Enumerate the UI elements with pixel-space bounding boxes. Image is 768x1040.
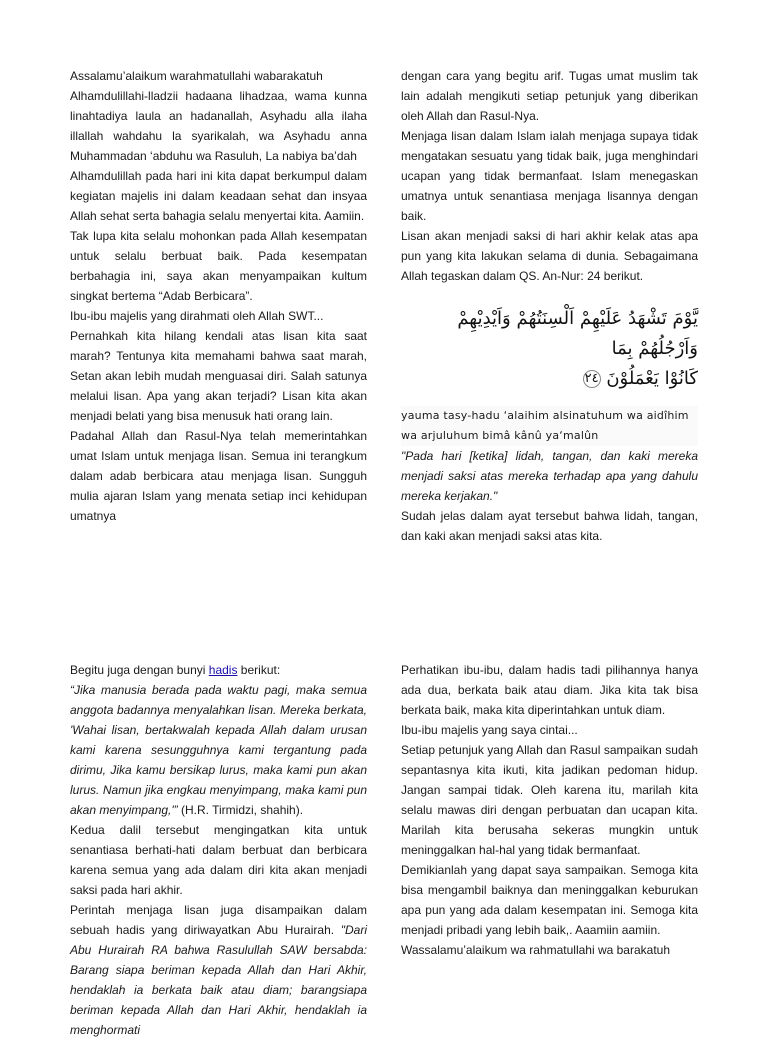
- abu-hurairah-intro: Perintah menjaga lisan juga disampaikan dalam sebuah hadis yang diriwayatkan Abu Hurairah.: [70, 903, 367, 937]
- paragraph-two-proofs: Kedua dalil tersebut mengingatkan kita untuk senantiasa berhati-hati dalam berbuat dan berbicara karena semua yang ada dalam diri kita akan menjadi saksi pada hari akhir.: [70, 823, 367, 897]
- column-top-right: [401, 66, 698, 546]
- paragraph-continuation: dengan cara yang begitu arif. Tugas umat muslim tak lain adalah mengikuti setiap petunjuk yang diberikan oleh Allah dan Rasul-Nya.: [401, 69, 698, 123]
- paragraph-gathering: Alhamdulillah pada hari ini kita dapat berkumpul dalam kegiatan majelis ini dalam keadaan sehat dan insyaa Allah sehat serta bahagia selalu menyertai kita. Aamiin.: [70, 169, 367, 223]
- paragraph-guidance: Setiap petunjuk yang Allah dan Rasul sampaikan sudah sepantasnya kita ikuti, kita jadikan pedoman hidup. Jangan sampai tidak. Oleh karena itu, marilah kita selalu mawas diri dengan perbuatan dan ucapan kita. Marilah kita berusaha sekeras mungkin untuk meninggalkan hal-hal yang tidak bermanfaat.: [401, 743, 698, 857]
- hadith-intro-after: berikut:: [237, 663, 281, 677]
- ayah-number-icon: ٢٤: [583, 370, 601, 388]
- paragraph-witness: Lisan akan menjadi saksi di hari akhir kelak atas apa pun yang kita lakukan selama di dunia. Sebagaimana Allah tegaskan dalam QS. An-Nur: 24 berikut.: [401, 229, 698, 283]
- arabic-verse: [401, 304, 698, 394]
- paragraph-anger: Pernahkah kita hilang kendali atas lisan kita saat marah? Tentunya kita memahami bahwa saat marah, Setan akan lebih mudah menguasai diri. Salah satunya melalui lisan. Apa yang akan terjadi? Lisan kita akan menjadi belati yang bisa menusuk hati orang lain.: [70, 329, 367, 423]
- paragraph-address: Ibu-ibu majelis yang dirahmati oleh Allah SWT...: [70, 309, 324, 323]
- paragraph-conclusion-verse: Sudah jelas dalam ayat tersebut bahwa lidah, tangan, dan kaki akan menjadi saksi atas kita.: [401, 509, 698, 543]
- paragraph-two-choices: Perhatikan ibu-ibu, dalam hadis tadi pilihannya hanya ada dua, berkata baik atau diam. Jika kita tak bisa berkata baik, maka kita diperintahkan untuk diam.: [401, 663, 698, 717]
- greeting-closing: Wassalamu’alaikum wa rahmatullahi wa barakatuh: [401, 943, 671, 957]
- paragraph-guarding-tongue: Menjaga lisan dalam Islam ialah menjaga supaya tidak mengatakan sesuatu yang tidak baik, juga menghindari ucapan yang tidak bermanfaat. Islam menegaskan umatnya untuk senantiasa menjaga lisannya dengan baik.: [401, 129, 698, 223]
- hadith-source: (H.R. Tirmidzi, shahih).: [177, 803, 304, 817]
- column-bottom-left: [70, 660, 367, 1040]
- arabic-verse-line-2: [401, 364, 698, 394]
- verse-transliteration: yauma tasy-hadu ‘alaihim alsinatuhum wa aidîhim wa arjuluhum bimâ kânû ya‘malûn: [401, 406, 698, 446]
- hadith-intro-before: Begitu juga dengan bunyi: [70, 663, 209, 677]
- greeting-opening: Assalamu’alaikum warahmatullahi wabarakatuh: [70, 69, 323, 83]
- paragraph-command: Padahal Allah dan Rasul-Nya telah memerintahkan umat Islam untuk menjaga lisan. Semua ini terangkum dalam adab berbicara atau menjaga lisan. Sungguh mulia ajaran Islam yang menata setiap inci kehidupan umatnya: [70, 429, 367, 523]
- hadith-quote-text: “Jika manusia berada pada waktu pagi, maka semua anggota badannya menyalahkan lisan. Mereka berkata, 'Wahai lisan, bertakwalah kepada Allah dalam urusan kami karena sesungguhnya kami tergantung pada dirimu, Jika kamu bersikap lurus, maka kami pun akan lurus. Namun jika engkau menyimpang, maka kami pun akan menyimpang,'”: [70, 683, 367, 817]
- paragraph-abu-hurairah: [70, 900, 367, 1040]
- column-top-left: [70, 66, 367, 526]
- paragraph-hadith-intro: [70, 660, 367, 680]
- paragraph-praise: Alhamdulillahi-lladzii hadaana lihadzaa, wama kunna linahtadiya laula an hadanallah, Asyhadu alla ilaha illallah wahdahu la syarikalah, wa Asyhadu anna Muhammadan ‘abduhu wa Rasuluh, La nabiya ba’dah: [70, 89, 367, 163]
- paragraph-closing: Demikianlah yang dapat saya sampaikan. Semoga kita bisa mengambil baiknya dan meninggalkan keburukan apa pun yang ada dalam kesempatan ini. Semoga kita menjadi pribadi yang lebih baik,. Aaamiin aamiin.: [401, 863, 698, 937]
- paragraph-theme: Tak lupa kita selalu mohonkan pada Allah kesempatan untuk selalu berbuat baik. Pada kesempatan berbahagia ini, saya akan menyampaikan kultum singkat bertema “Adab Berbicara”.: [70, 229, 367, 303]
- arabic-verse-line-1: يَّوْمَ تَشْهَدُ عَلَيْهِمْ اَلْسِنَتُهُمْ وَاَيْدِيْهِمْ وَاَرْجُلُهُمْ بِمَا: [457, 308, 698, 359]
- paragraph-address-2: Ibu-ibu majelis yang saya cintai...: [401, 723, 578, 737]
- column-bottom-right: [401, 660, 698, 960]
- verse-translation: "Pada hari [ketika] lidah, tangan, dan kaki mereka menjadi saksi atas mereka terhadap apa yang dahulu mereka kerjakan.": [401, 449, 698, 503]
- arabic-verse-line-2-text: كَانُوْا يَعْمَلُوْنَ: [606, 368, 698, 389]
- hadis-link[interactable]: hadis: [208, 663, 238, 677]
- abu-hurairah-quote: "Dari Abu Hurairah RA bahwa Rasulullah SAW bersabda: Barang siapa beriman kepada Allah dan Hari Akhir, hendaklah ia berkata baik atau diam; barangsiapa beriman kepada Allah dan Hari Akhir, hendaklah ia menghormati: [70, 923, 367, 1037]
- paragraph-hadith-quote: [70, 680, 367, 820]
